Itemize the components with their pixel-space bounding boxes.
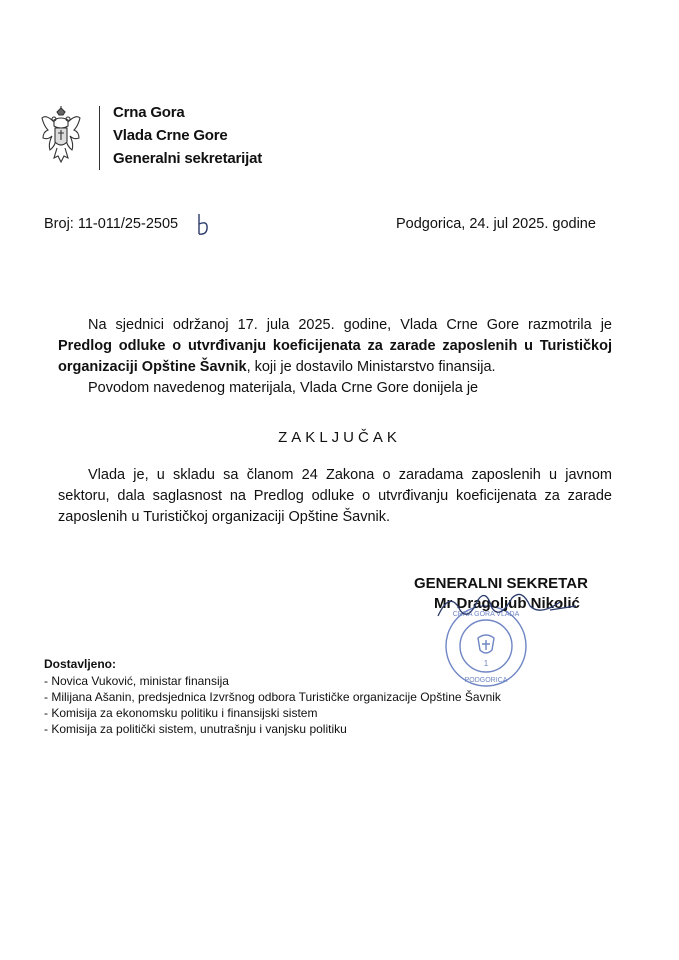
list-item: - Novica Vuković, ministar finansija (44, 673, 501, 689)
signatory-name: Mr Dragoljub Nikolić (434, 595, 580, 612)
conclusion-paragraph: Vlada je, u skladu sa članom 24 Zakona o zaradama zaposlenih u javnom sektoru, dala saglasnost na Predlog odluke o utvrđivanju koeficijenata za zarade zaposlenih u Turističkoj organizaciji Opštine Šavnik. (58, 467, 612, 525)
header-government: Vlada Crne Gore (113, 127, 228, 144)
coat-of-arms-icon (40, 106, 82, 168)
document-number: Broj: 11-011/25-2505 (44, 216, 179, 232)
stamp-number: 1 (483, 659, 489, 668)
distribution-title: Dostavljeno: (44, 657, 117, 671)
distribution-list (44, 673, 501, 737)
intro-paragraph: Na sjednici održanoj 17. jula 2025. godine, Vlada Crne Gore razmotrila je Predlog odluke o utvrđivanju koeficijenata za zarade zaposlenih u Turističkoj organizaciji Opštine Šavnik, koji je dostavilo Ministarstvo finansija. Povodom navedenog materijala, Vlada Crne Gore donijela je (58, 315, 612, 399)
handwritten-signature (430, 586, 580, 626)
proposal-title: Predlog odluke o utvrđivanju koeficijenata za zarade zaposlenih u Turističkoj organizaciji Opštine Šavnik (58, 338, 612, 375)
signatory-title: GENERALNI SEKRETAR (414, 575, 588, 592)
list-item: - Milijana Ašanin, predsjednica Izvršnog odbora Turističke organizacije Opštine Šavnik (44, 689, 501, 705)
intro-second-line: Povodom navedenog materijala, Vlada Crne Gore donijela je (88, 380, 479, 396)
list-item: - Komisija za ekonomsku politiku i finansijski sistem (44, 705, 501, 721)
handwritten-mark (196, 212, 212, 238)
header-divider (99, 106, 100, 170)
stamp-city: PODGORICA (464, 677, 508, 684)
conclusion-heading: ZAKLJUČAK (278, 429, 401, 446)
place-and-date: Podgorica, 24. jul 2025. godine (396, 216, 596, 232)
stamp-arc-text: CRNA GORA VLADA (452, 611, 520, 618)
header-secretariat: Generalni sekretarijat (113, 150, 263, 167)
list-item: - Komisija za politički sistem, unutrašnju i vanjsku politiku (44, 721, 501, 737)
header-country: Crna Gora (113, 104, 185, 121)
